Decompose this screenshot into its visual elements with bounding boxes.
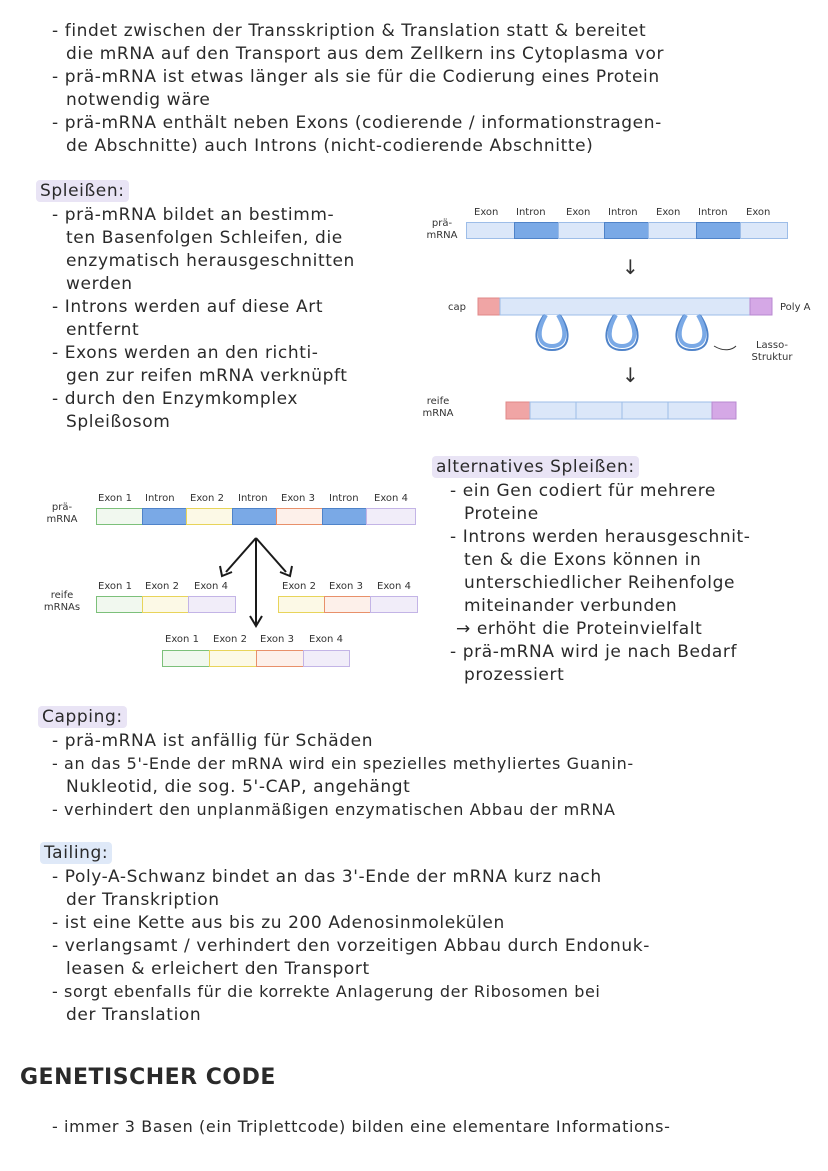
- tailing-heading: Tailing:: [40, 842, 112, 864]
- alt-splicing-line: prozessiert: [464, 665, 565, 685]
- exon-segment: [466, 222, 516, 239]
- splicing-heading: Spleißen:: [36, 180, 129, 202]
- exon-strand: [500, 298, 750, 315]
- capping-heading: Capping:: [38, 706, 127, 728]
- intron-segment: [142, 508, 188, 525]
- alt-splicing-heading: alternatives Spleißen:: [432, 456, 639, 478]
- intro-line: die mRNA auf den Transport aus dem Zellkern ins Cytoplasma vor: [66, 44, 665, 64]
- exon4-segment: [370, 596, 418, 613]
- alt-splicing-line: - Introns werden herausgeschnit-: [450, 527, 751, 547]
- intron-segment: [232, 508, 278, 525]
- alt-splicing-line: - prä-mRNA wird je nach Bedarf: [450, 642, 738, 662]
- variant-b-bar: [278, 596, 418, 613]
- exon4-segment: [366, 508, 416, 525]
- segment-label: Exon 1: [98, 581, 132, 592]
- alt-pre-mrna-bar: [96, 508, 416, 525]
- lasso-label: Lasso-Struktur: [751, 340, 793, 363]
- alt-splicing-line: Proteine: [464, 504, 539, 524]
- segment-label: Intron: [608, 207, 638, 218]
- alt-splicing-line: ten & die Exons können in: [464, 550, 702, 570]
- segment-label: Exon 2: [282, 581, 316, 592]
- lasso-loops: [536, 315, 707, 350]
- intro-line: - findet zwischen der Transskription & Translation statt & bereitet: [52, 21, 647, 41]
- intron-segment: [696, 222, 742, 239]
- variant-c-bar: [162, 650, 350, 667]
- alt-splicing-line: miteinander verbunden: [464, 596, 678, 616]
- segment-label: Exon: [746, 207, 771, 218]
- exon-segment: [740, 222, 788, 239]
- section-title: GENETISCHER CODE: [20, 1065, 276, 1090]
- splicing-line: - prä-mRNA bildet an bestimm-: [52, 205, 335, 225]
- genetic-code-line: - immer 3 Basen (ein Triplettcode) bilden eine elementare Informations-: [52, 1117, 671, 1136]
- tailing-line: der Translation: [66, 1005, 202, 1025]
- splicing-line: Spleißosom: [66, 412, 171, 432]
- segment-label: Exon 3: [260, 634, 294, 645]
- segment-label: Exon 4: [374, 493, 408, 504]
- intro-line: - prä-mRNA enthält neben Exons (codierende / informationstragen-: [52, 113, 662, 133]
- splicing-line: - Introns werden auf diese Art: [52, 297, 324, 317]
- segment-label: Exon 1: [165, 634, 199, 645]
- cap-block: [506, 402, 530, 419]
- segment-label: Exon 2: [213, 634, 247, 645]
- segment-label: Intron: [698, 207, 728, 218]
- alt-splicing-line: - ein Gen codiert für mehrere: [450, 481, 716, 501]
- exon-segment: [648, 222, 698, 239]
- intron-segment: [514, 222, 560, 239]
- exon-segment: [558, 222, 606, 239]
- pre-mrna-label: prä-mRNA: [426, 218, 458, 241]
- tailing-line: - ist eine Kette aus bis zu 200 Adenosinmolekülen: [52, 913, 505, 933]
- capping-line: - prä-mRNA ist anfällig für Schäden: [52, 731, 374, 751]
- pre-mrna-label: prä-mRNA: [46, 502, 78, 525]
- lasso-diagram: [474, 288, 774, 358]
- cap-block: [478, 298, 500, 315]
- splicing-line: werden: [66, 274, 133, 294]
- segment-label: Intron: [329, 493, 359, 504]
- polya-block: [750, 298, 772, 315]
- segment-label: Exon 4: [194, 581, 228, 592]
- exon1-segment: [96, 508, 144, 525]
- splicing-line: - Exons werden an den richti-: [52, 343, 319, 363]
- alt-splicing-line: unterschiedlicher Reihenfolge: [464, 573, 736, 593]
- exon2-segment: [142, 596, 189, 613]
- segment-label: Exon 4: [377, 581, 411, 592]
- splicing-line: - durch den Enzymkomplex: [52, 389, 299, 409]
- down-arrow: ↓: [622, 255, 639, 279]
- exon3-segment: [256, 650, 304, 667]
- exon4-segment: [303, 650, 350, 667]
- segment-label: Exon 4: [309, 634, 343, 645]
- exon2-segment: [278, 596, 325, 613]
- intro-line: - prä-mRNA ist etwas länger als sie für die Codierung eines Protein: [52, 67, 660, 87]
- segment-label: Intron: [145, 493, 175, 504]
- mature-mrna-bar: [504, 400, 740, 422]
- cap-label: cap: [448, 302, 466, 313]
- variant-a-bar: [96, 596, 236, 613]
- tailing-line: der Transkription: [66, 890, 220, 910]
- segment-label: Exon: [474, 207, 499, 218]
- mature-mrna-label: reife mRNA: [422, 396, 454, 419]
- segment-label: Exon: [566, 207, 591, 218]
- splicing-line: entfernt: [66, 320, 140, 340]
- mature-mrnas-label: reife mRNAs: [43, 590, 81, 613]
- exon3-segment: [324, 596, 371, 613]
- segment-label: Exon 2: [145, 581, 179, 592]
- segment-label: Exon 1: [98, 493, 132, 504]
- tailing-line: - Poly-A-Schwanz bindet an das 3'-Ende der mRNA kurz nach: [52, 867, 602, 887]
- exon1-segment: [96, 596, 143, 613]
- capping-line: - verhindert den unplanmäßigen enzymatischen Abbau der mRNA: [52, 800, 616, 819]
- lasso-pointer: [714, 346, 736, 350]
- down-arrow: ↓: [622, 363, 639, 387]
- tailing-line: - sorgt ebenfalls für die korrekte Anlagerung der Ribosomen bei: [52, 982, 601, 1001]
- alt-splicing-line: → erhöht die Proteinvielfalt: [456, 619, 703, 639]
- pre-mrna-bar: [466, 222, 788, 239]
- intro-line: de Abschnitte) auch Introns (nicht-codierende Abschnitte): [66, 136, 594, 156]
- segment-label: Exon 3: [281, 493, 315, 504]
- exon2-segment: [209, 650, 257, 667]
- capping-line: Nukleotid, die sog. 5'-CAP, angehängt: [66, 777, 411, 797]
- segment-label: Intron: [516, 207, 546, 218]
- splicing-line: ten Basenfolgen Schleifen, die: [66, 228, 343, 248]
- tailing-line: - verlangsamt / verhindert den vorzeitigen Abbau durch Endonuk-: [52, 936, 650, 956]
- segment-label: Exon 3: [329, 581, 363, 592]
- exon4-segment: [188, 596, 236, 613]
- exon-strand: [530, 402, 712, 419]
- intron-segment: [604, 222, 650, 239]
- exon3-segment: [276, 508, 324, 525]
- segment-label: Exon: [656, 207, 681, 218]
- intro-line: notwendig wäre: [66, 90, 211, 110]
- splicing-line: enzymatisch herausgeschnitten: [66, 251, 355, 271]
- intron-segment: [322, 508, 368, 525]
- segment-label: Exon 2: [190, 493, 224, 504]
- splicing-line: gen zur reifen mRNA verknüpft: [66, 366, 348, 386]
- exon1-segment: [162, 650, 210, 667]
- exon2-segment: [186, 508, 234, 525]
- polya-label: Poly A: [780, 302, 811, 313]
- capping-line: - an das 5'-Ende der mRNA wird ein spezielles methyliertes Guanin-: [52, 754, 634, 773]
- tailing-line: leasen & erleichert den Transport: [66, 959, 370, 979]
- segment-label: Intron: [238, 493, 268, 504]
- polya-block: [712, 402, 736, 419]
